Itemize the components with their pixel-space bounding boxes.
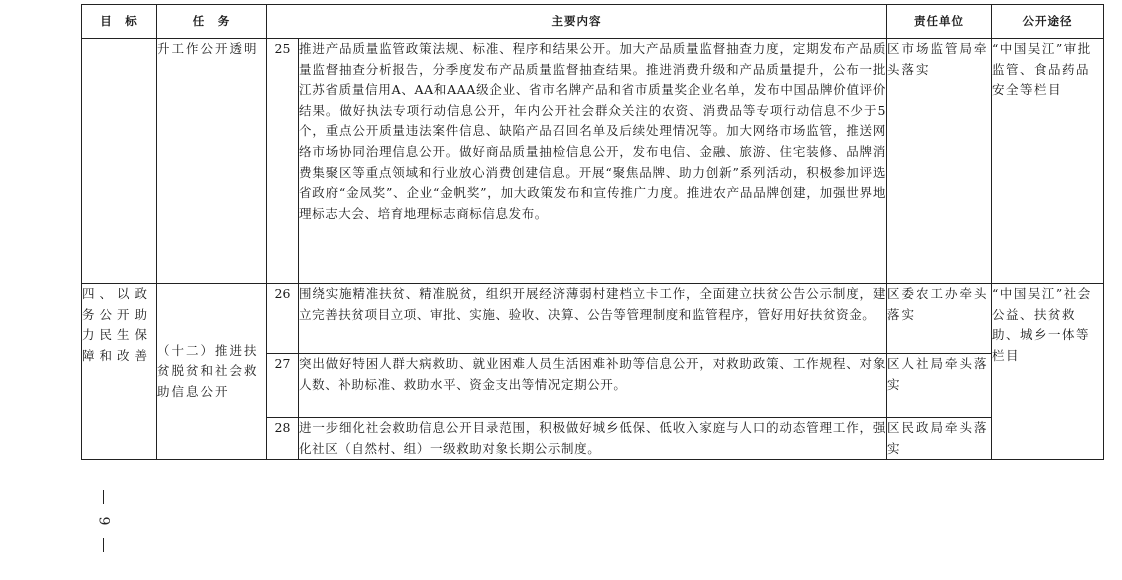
page-dash-bottom [103, 538, 104, 552]
header-goal: 目 标 [82, 5, 157, 39]
goal-cell: 四、以政务公开助力民生保障和改善 [82, 284, 157, 460]
goal-cell [82, 39, 157, 284]
content-cell: 进一步细化社会救助信息公开目录范围，积极做好城乡低保、低收入家庭与人口的动态管理工作，强化社区（自然村、组）一级救助对象长期公示制度。 [299, 418, 887, 460]
item-number: 26 [267, 284, 299, 354]
page-number [93, 490, 113, 558]
content-cell: 围绕实施精准扶贫、精准脱贫，组织开展经济薄弱村建档立卡工作，全面建立扶贫公告公示制度，建立完善扶贫项目立项、审批、实施、验收、决算、公告等管理制度和监管程序，管好用好扶贫资金。 [299, 284, 887, 354]
header-content: 主要内容 [267, 5, 887, 39]
responsible-unit: 区委农工办牵头落实 [887, 284, 992, 354]
item-number: 28 [267, 418, 299, 460]
task-cell: 升工作公开透明 [157, 39, 267, 284]
page-dash-top [103, 490, 104, 504]
content-cell: 推进产品质量监管政策法规、标准、程序和结果公开。加大产品质量监督抽查力度，定期发布产品质量监督抽查分析报告，分季度发布产品质量监督抽查结果。推进消费升级和产品质量提升，公布一批江苏省质量信用A、AA和AAA级企业、省市名牌产品和省市质量奖企业名单，发布中国品牌价值评价结果。做好执法专项行动信息公开，年内公开社会群众关注的农资、消费品等专项行动信息不少于5个，重点公开质量违法案件信息、缺陷产品召回名单及后续处理情况等。加大网络市场监管，推送网络市场协同治理信息公开。做好商品质量抽检信息公开，发布电信、金融、旅游、住宅装修、品牌消费集聚区等重点领域和行业放心消费创建信息。开展“聚焦品牌、助力创新”系列活动，积极参加评选省政府“金凤奖”、企业“金帆奖”，加大政策发布和宣传推广力度。推进农产品品牌创建，加强世界地理标志大会、培育地理标志商标信息发布。 [299, 39, 887, 284]
responsible-unit: 区市场监管局牵头落实 [887, 39, 992, 284]
policy-table [81, 4, 1104, 460]
page-number-digit: 9 [94, 516, 111, 526]
item-number: 25 [267, 39, 299, 284]
header-task: 任 务 [157, 5, 267, 39]
item-number: 27 [267, 354, 299, 418]
header-channel: 公开途径 [992, 5, 1104, 39]
table-row [82, 39, 1104, 284]
publish-channel: “中国吴江”社会公益、扶贫救助、城乡一体等栏目 [992, 284, 1104, 460]
responsible-unit: 区人社局牵头落实 [887, 354, 992, 418]
table-header-row [82, 5, 1104, 39]
publish-channel: “中国吴江”审批监管、食品药品安全等栏目 [992, 39, 1104, 284]
content-cell: 突出做好特困人群大病救助、就业困难人员生活困难补助等信息公开，对救助政策、工作规程、对象人数、补助标准、救助水平、资金支出等情况定期公开。 [299, 354, 887, 418]
table-row [82, 284, 1104, 354]
task-cell: （十二）推进扶贫脱贫和社会救助信息公开 [157, 284, 267, 460]
responsible-unit: 区民政局牵头落实 [887, 418, 992, 460]
header-unit: 责任单位 [887, 5, 992, 39]
